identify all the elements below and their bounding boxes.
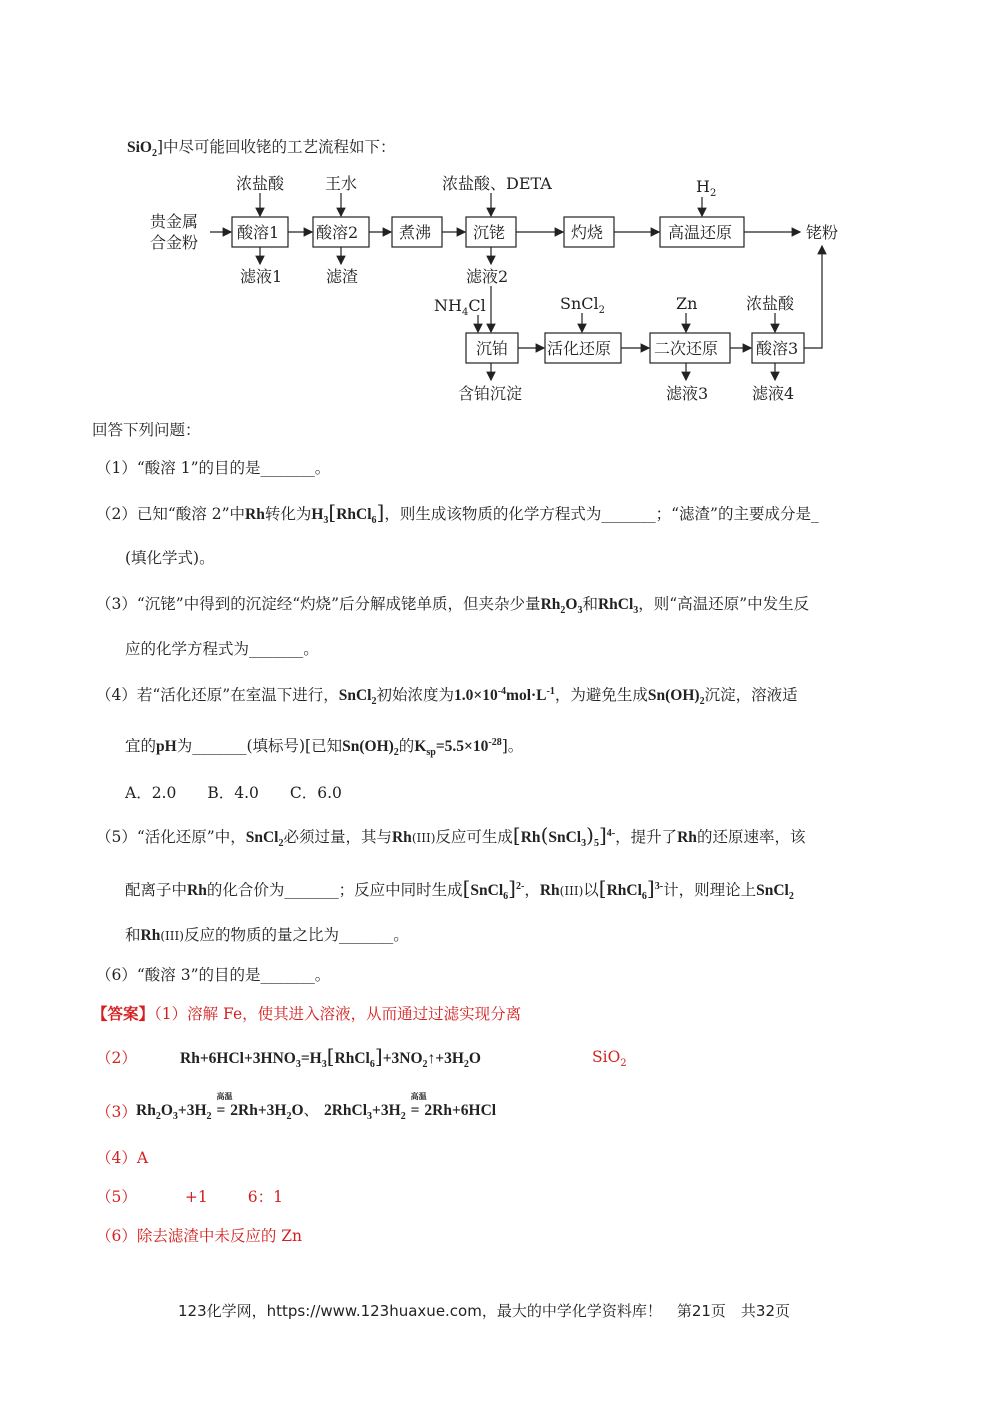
output-filtrate3: 滤液3 xyxy=(666,384,709,403)
product-rh-powder: 铑粉 xyxy=(806,223,839,242)
question-1: （1）“酸溶 1”的目的是_______。 xyxy=(96,459,331,477)
feed-line1: 贵金属 xyxy=(150,212,199,231)
process-flow-diagram xyxy=(0,165,993,435)
feed-line2: 合金粉 xyxy=(150,233,199,252)
question-4-line2: 宜的pH为_______(填标号)[已知$Sn(OH)_2$的$K_{sp}=5.5\times 10^{-28}$]。 xyxy=(125,736,524,759)
question-2-line1: （2）已知“酸溶 2”中Rh转化为$H_3[RhCl_6]$，则生成该物质的化学方程式为_______；“滤渣”的主要成分是_ xyxy=(96,500,819,527)
question-6: （6）“酸溶 3”的目的是_______。 xyxy=(96,966,331,984)
input-zn: Zn xyxy=(676,294,698,313)
question-3-line1: （3）“沉铑”中得到的沉淀经“灼烧”后分解成铑单质，但夹杂少量$Rh_2O_3$和RhCl$_3$，则“高温还原”中发生反 xyxy=(96,595,810,617)
label-second-reduction: 二次还原 xyxy=(654,339,719,358)
question-2-line2: (填化学式)。 xyxy=(125,549,215,567)
label-activation-reduction: 活化还原 xyxy=(547,339,612,358)
question-5-line3: 和Rh(III)反应的物质的量之比为_______。 xyxy=(125,926,409,944)
answer-2-number: （2） xyxy=(96,1049,137,1067)
input-conc-hcl-2: 浓盐酸 xyxy=(746,294,795,313)
label-acid1: 酸溶1 xyxy=(237,223,280,242)
label-calcine: 灼烧 xyxy=(571,223,604,242)
output-filtrate1: 滤液1 xyxy=(240,267,283,286)
output-pt-precipitate: 含铂沉淀 xyxy=(458,384,523,403)
label-pt-precip: 沉铂 xyxy=(476,339,509,358)
answer-5: （5） +1 6：1 xyxy=(96,1188,283,1206)
answer-3-equations: $Rh_2O_3+3H_2$ 高温 = $2Rh+3H_2O$、 $2RhCl_3+3H_2$ 高温 = 2Rh+6HCl xyxy=(136,1091,497,1123)
label-acid2: 酸溶2 xyxy=(316,223,359,242)
input-h2: $H_2$ xyxy=(696,177,717,199)
question-4-line1: （4）若“活化还原”在室温下进行，SnCl$_2$初始浓度为$1.0\times 10^{-4}mol\cdot L^{-1}$，为避免生成$Sn(OH)_2$沉淀，溶液适 xyxy=(96,685,798,708)
page-footer: 123化学网，https://www.123huaxue.com，最大的中学化学资料库！ 第21页 共32页 xyxy=(178,1302,791,1320)
prompt-text: 回答下列问题： xyxy=(92,421,201,439)
input-nh4cl: $NH_4Cl$ xyxy=(434,296,486,318)
output-filtrate4: 滤液4 xyxy=(752,384,795,403)
question-3-line2: 应的化学方程式为_______。 xyxy=(125,640,319,658)
label-acid3: 酸溶3 xyxy=(756,339,799,358)
input-aqua-regia: 王水 xyxy=(325,174,358,193)
answer-2-equation: $Rh+6HCl+3HNO_3=H_3[RhCl_6]+3NO_2↑+3H_2O$ xyxy=(180,1044,481,1071)
input-sncl2: SnCl$_2$ xyxy=(560,294,605,316)
question-4-options: A．2.0 B．4.0 C．6.0 xyxy=(125,784,342,802)
label-boil: 煮沸 xyxy=(399,223,432,242)
answer-2-sio2: SiO$_2$ xyxy=(592,1048,627,1070)
question-5-line2: 配离子中Rh的化合价为_______；反应中同时生成[SnCl$_6$]$^{2-}$，Rh(III)以[RhCl$_6$]$^{3-}$计，则理论上SnCl$_2$ xyxy=(125,876,794,903)
question-5-line1: （5）“活化还原”中，SnCl$_2$必须过量，其与Rh(III)反应可生成$[Rh(SnCl_3)_5]^{4-}$，提升了Rh的还原速率，该 xyxy=(96,823,806,850)
input-hcl-deta: 浓盐酸、DETA xyxy=(442,174,552,193)
intro-line: SiO$_2$]中尽可能回收铑的工艺流程如下： xyxy=(127,138,396,160)
label-rh-precip: 沉铑 xyxy=(473,223,506,242)
answer-6: （6）除去滤渣中未反应的 Zn xyxy=(96,1227,303,1245)
output-filtrate2: 滤液2 xyxy=(466,267,509,286)
answer-1: 【答案】（1）溶解 Fe，使其进入溶液，从而通过过滤实现分离 xyxy=(92,1005,522,1023)
label-high-temp-reduction: 高温还原 xyxy=(668,223,733,242)
answer-3-number: （3） xyxy=(96,1103,137,1121)
answer-4: （4）A xyxy=(96,1149,149,1167)
input-conc-hcl: 浓盐酸 xyxy=(236,174,285,193)
output-residue: 滤渣 xyxy=(326,267,359,286)
